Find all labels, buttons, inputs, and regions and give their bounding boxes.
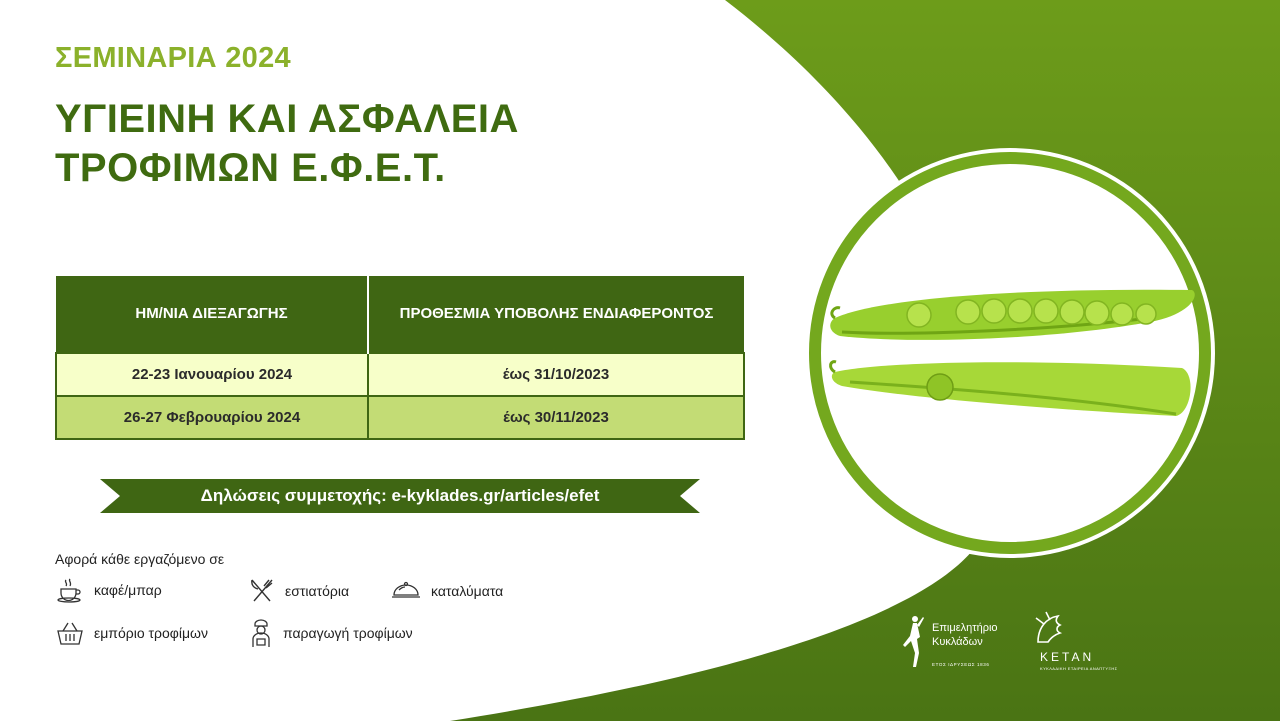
food-worker-icon [248, 617, 274, 649]
row-date: 22-23 Ιανουαρίου 2024 [56, 353, 368, 396]
ketan-tagline: ΚΥΚΛΑΔΙΚΗ ΕΤΑΙΡΕΙΑ ΑΝΑΠΤΥΞΗΣ [1040, 666, 1118, 671]
row-date: 26-27 Φεβρουαρίου 2024 [56, 396, 368, 439]
header-date: ΗΜ/ΝΙΑ ΔΙΕΞΑΓΩΓΗΣ [56, 276, 368, 353]
registration-link[interactable]: Δηλώσεις συμμετοχής: e-kyklades.gr/articles/efet [200, 486, 600, 505]
fork-knife-icon [248, 577, 276, 605]
category-food-production [248, 617, 413, 649]
category-accommodation [390, 577, 503, 605]
row-deadline: έως 30/11/2023 [368, 396, 744, 439]
category-food-retail [55, 619, 208, 647]
category-label: καφέ/μπαρ [94, 582, 162, 598]
coffee-cup-icon [55, 575, 85, 605]
category-label: καταλύματα [431, 583, 504, 599]
schedule-table [55, 276, 745, 440]
category-coffee-bar [55, 575, 162, 605]
row-deadline: έως 31/10/2023 [368, 353, 744, 396]
seminars-year-label: ΣΕΜΙΝΑΡΙΑ 2024 [55, 42, 291, 74]
page-title [55, 95, 519, 193]
ketan-name: ΚΕΤΑΝ [1040, 650, 1095, 664]
chamber-name-line-2: Κυκλάδων [932, 636, 983, 648]
chamber-name-line-1: Επιμελητήριο [932, 622, 998, 634]
category-label: εστιατόρια [285, 583, 350, 599]
table-row [56, 353, 744, 396]
ketan-logo [1030, 610, 1140, 674]
shopping-basket-icon [55, 619, 85, 647]
title-line-1: ΥΓΙΕΙΝΗ ΚΑΙ ΑΣΦΑΛΕΙΑ [55, 97, 519, 141]
chamber-founded: ΕΤΟΣ ΙΔΡΥΣΕΩΣ 1836 [932, 662, 990, 667]
table-header-row [56, 276, 744, 353]
room-service-icon [390, 577, 422, 605]
helmet-head-icon [1032, 610, 1072, 648]
audience-intro: Αφορά κάθε εργαζόμενο σε [55, 551, 225, 567]
table-row [56, 396, 744, 439]
category-label: εμπόριο τροφίμων [94, 625, 208, 641]
title-line-2: ΤΡΟΦΙΜΩΝ Ε.Φ.Ε.Τ. [55, 146, 446, 190]
runner-figure-icon [902, 613, 926, 671]
pea-pods-image [820, 270, 1210, 430]
header-deadline: ΠΡΟΘΕΣΜΙΑ ΥΠΟΒΟΛΗΣ ΕΝΔΙΑΦΕΡΟΝΤΟΣ [368, 276, 744, 353]
chamber-logo [900, 613, 1010, 673]
category-restaurants [248, 577, 349, 605]
category-label: παραγωγή τροφίμων [283, 625, 413, 641]
